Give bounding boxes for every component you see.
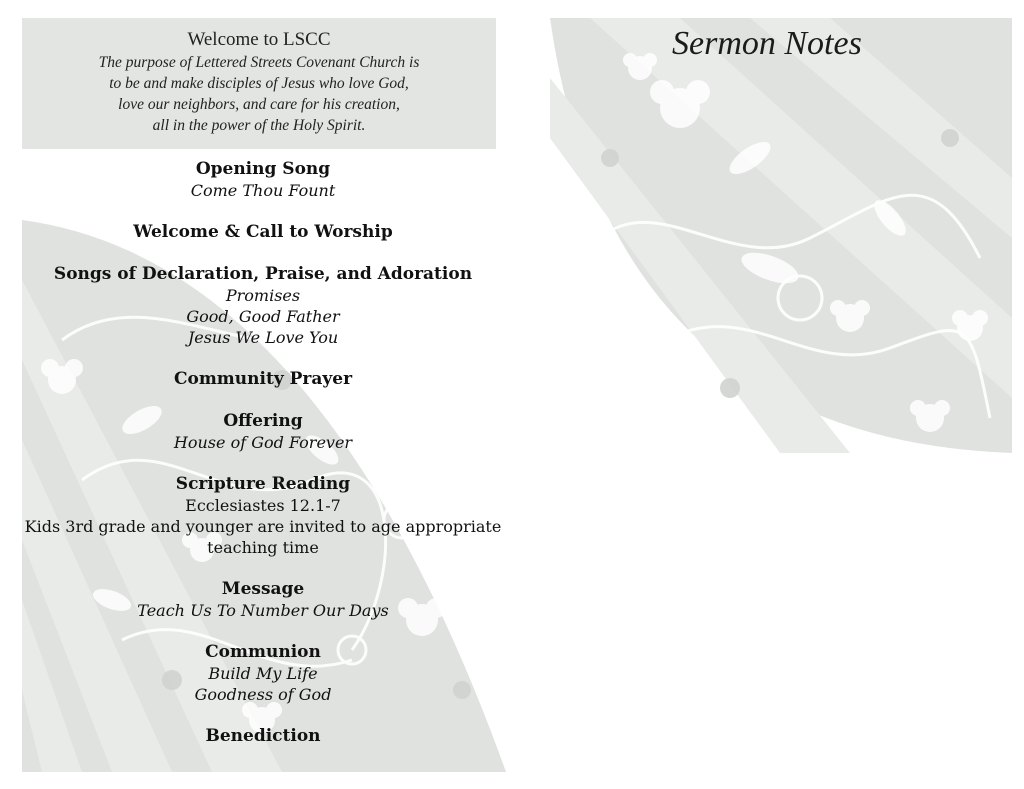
section-heading: Welcome & Call to Worship [133,222,393,242]
section-heading: Community Prayer [173,369,353,389]
section-scripture-reading [22,474,504,558]
song-title: Good, Good Father [186,307,340,326]
order-of-worship [22,159,504,768]
song-title: House of God Forever [173,433,353,452]
song-title: Build My Life [208,664,318,683]
section-benediction [22,726,504,747]
section-heading: Offering [223,411,303,431]
song-title: Jesus We Love You [187,328,339,347]
purpose-statement-line: all in the power of the Holy Spirit. [152,117,366,134]
sermon-title: Teach Us To Number Our Days [137,601,389,620]
kids-note-line: teaching time [207,538,319,557]
song-title: Goodness of God [194,685,332,704]
purpose-statement-line: The purpose of Lettered Streets Covenant Church is [98,54,420,71]
purpose-statement-line: love our neighbors, and care for his creation, [118,96,400,113]
floral-decoration-right [550,18,1012,453]
section-communion [22,642,504,705]
purpose-statement-line: to be and make disciples of Jesus who love God, [109,75,409,92]
section-songs [22,264,504,348]
kids-note-line: Kids 3rd grade and younger are invited to age appropriate [24,517,502,536]
scripture-reference: Ecclesiastes 12.1-7 [185,496,341,515]
section-heading: Opening Song [195,159,331,179]
section-heading: Scripture Reading [175,474,351,494]
section-heading: Benediction [205,726,321,746]
song-title: Come Thou Fount [190,181,336,200]
sermon-notes-title: Sermon Notes [672,25,862,62]
section-heading: Songs of Declaration, Praise, and Adoration [53,264,473,284]
section-community-prayer [22,369,504,390]
welcome-panel [22,18,496,149]
section-welcome [22,222,504,243]
section-heading: Message [221,579,305,599]
section-heading: Communion [205,642,321,662]
section-offering [22,411,504,453]
song-title: Promises [225,286,301,305]
section-opening-song [22,159,504,201]
section-message [22,579,504,621]
welcome-title: Welcome to LSCC [187,29,331,50]
